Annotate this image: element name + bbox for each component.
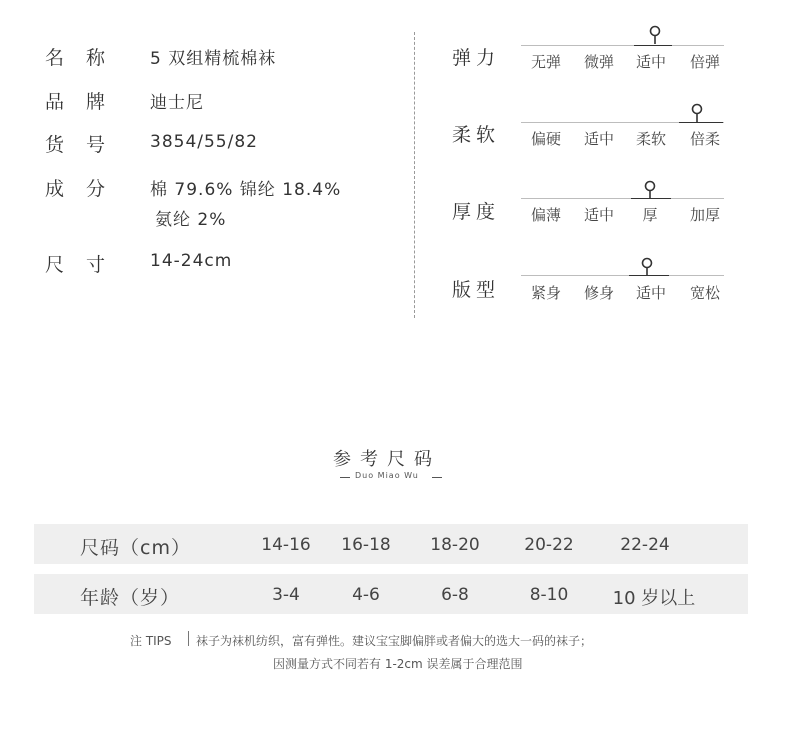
option-label-selected: 适中 [635, 53, 666, 71]
section-subtitle: Duo Miao Wu [355, 471, 419, 480]
property-title-softness: 柔软 [452, 124, 501, 146]
subtitle-dash-right [432, 477, 442, 478]
table-cell: 10 岁以上 [612, 588, 696, 609]
tips-line-2: 因测量方式不同若有 1-2cm 误差属于合理范围 [273, 657, 523, 671]
table-cell: 20-22 [524, 535, 574, 555]
scale-line [521, 275, 724, 276]
property-title-elasticity: 弹力 [452, 47, 501, 69]
option-label: 柔软 [635, 130, 666, 148]
spec-label-material: 成分 [45, 178, 128, 200]
scale-active-marker [634, 45, 672, 46]
tips-separator [188, 631, 189, 646]
property-title-thickness: 厚度 [452, 201, 501, 223]
option-label: 适中 [583, 130, 614, 148]
option-label: 修身 [583, 284, 614, 302]
subtitle-dash-left [340, 477, 350, 478]
spec-value-brand: 迪士尼 [150, 93, 204, 113]
spec-value-sku: 3854/55/82 [150, 132, 258, 152]
tips-prefix: 注 TIPS [130, 634, 172, 648]
table-cell: 6-8 [441, 585, 469, 605]
location-pin-icon [643, 180, 657, 200]
table-cell: 14-16 [261, 535, 311, 555]
location-pin-icon [690, 103, 704, 123]
spec-value-material-line2: 氨纶 2% [155, 210, 227, 230]
option-label: 倍弹 [689, 53, 720, 71]
age-table-row [34, 574, 748, 614]
option-label-selected: 适中 [635, 284, 666, 302]
table-cell: 3-4 [272, 585, 300, 605]
location-pin-icon [640, 257, 654, 277]
option-label: 微弹 [583, 53, 614, 71]
vertical-divider [414, 32, 415, 318]
size-table-row [34, 524, 748, 564]
row-label-size: 尺码（cm） [80, 537, 191, 559]
option-label: 紧身 [530, 284, 561, 302]
spec-label-size: 尺寸 [45, 254, 128, 276]
option-label-selected: 厚 [642, 206, 658, 224]
spec-value-material: 棉 79.6% 锦纶 18.4% [150, 180, 342, 200]
table-cell: 16-18 [341, 535, 391, 555]
row-label-age: 年龄（岁） [80, 587, 181, 609]
option-label: 适中 [583, 206, 614, 224]
table-cell: 22-24 [620, 535, 670, 555]
option-label: 偏薄 [530, 206, 561, 224]
option-label: 加厚 [689, 206, 720, 224]
option-label: 宽松 [689, 284, 720, 302]
option-label-selected: 倍柔 [689, 130, 720, 148]
table-cell: 18-20 [430, 535, 480, 555]
option-label: 偏硬 [530, 130, 561, 148]
option-label: 无弹 [530, 53, 561, 71]
spec-label-sku: 货号 [45, 134, 128, 156]
scale-line [521, 198, 724, 199]
property-title-fit: 版型 [452, 279, 501, 301]
table-cell: 4-6 [352, 585, 380, 605]
spec-value-size: 14-24cm [150, 251, 233, 271]
spec-label-brand: 品牌 [45, 91, 128, 113]
section-title: 参考尺码 [333, 449, 441, 470]
spec-label-name: 名称 [45, 47, 128, 69]
location-pin-icon [648, 25, 662, 45]
tips-line-1: 袜子为袜机纺织，富有弹性。建议宝宝脚偏胖或者偏大的选大一码的袜子； [196, 634, 593, 648]
spec-value-name: 5 双组精梳棉袜 [150, 49, 277, 69]
table-cell: 8-10 [529, 585, 569, 605]
scale-line [521, 45, 724, 46]
